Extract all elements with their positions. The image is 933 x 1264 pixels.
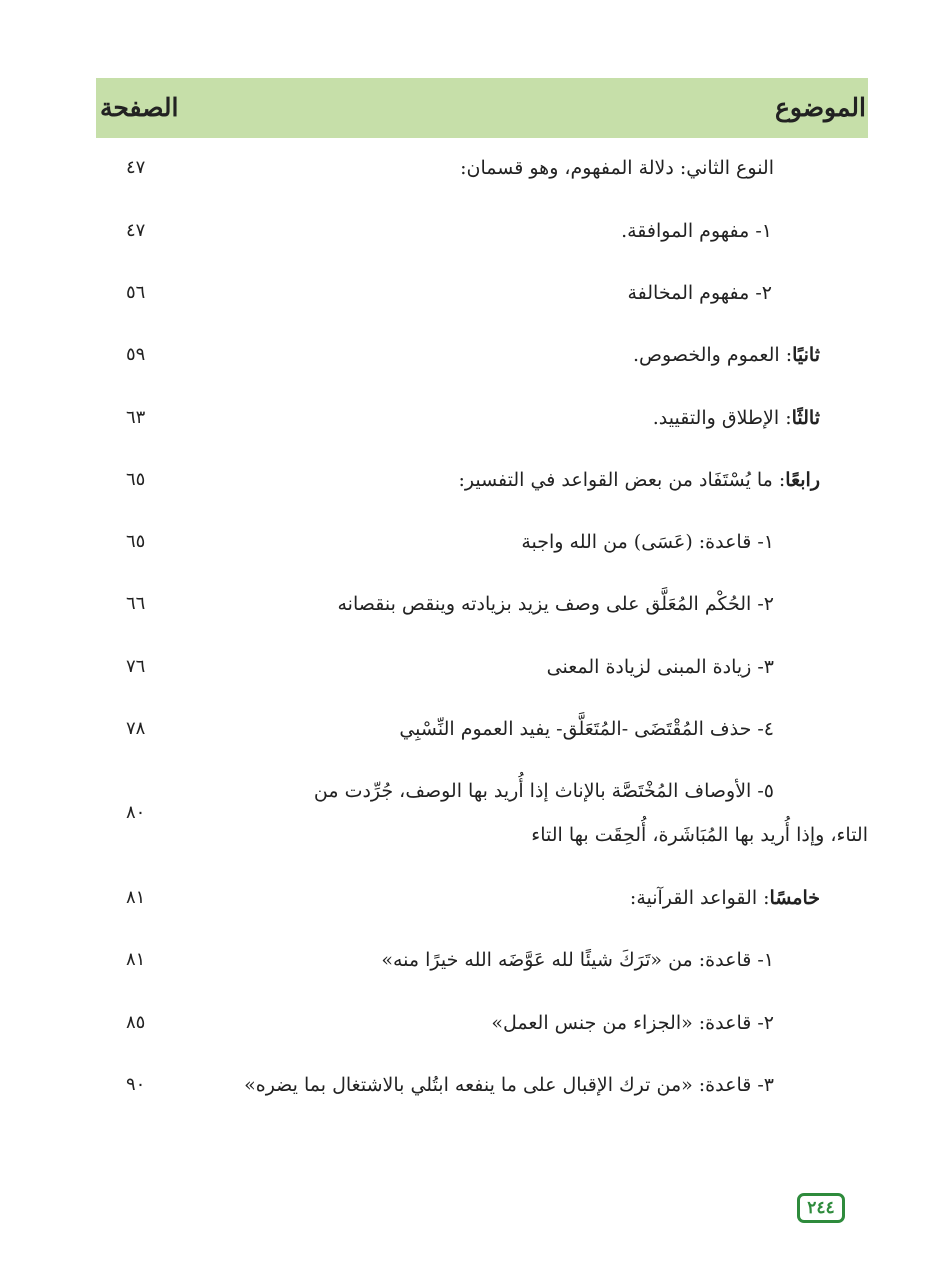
- topic-column-heading: الموضوع: [775, 93, 866, 122]
- entry-text-line-2: التاء، وإذا أُريد بها المُبَاشَرة، أُلحِقَت بها التاء: [531, 824, 868, 846]
- entry-page-number: ٩٠: [126, 1074, 146, 1095]
- entry-lead: خامسًا: [769, 887, 820, 909]
- entry-title: [630, 883, 820, 913]
- entry-page-number: ٨١: [126, 887, 146, 908]
- entry-title: ١- قاعدة: (عَسَى) من الله واجبة: [521, 531, 774, 553]
- entry-page-number: ٤٧: [126, 157, 146, 178]
- entry-title: ٣- قاعدة: «من ترك الإقبال على ما ينفعه ابتُلي بالاشتغال بما يضره»: [244, 1074, 774, 1096]
- entry-page-number: ٦٥: [126, 531, 146, 552]
- entry-page-number: ٨١: [126, 949, 146, 970]
- entry-title: [633, 340, 820, 370]
- entry-page-number: ٥٦: [126, 282, 146, 303]
- entry-title: ١- قاعدة: من «تَرَكَ شيئًا لله عَوَّضَه الله خيرًا منه»: [381, 949, 774, 971]
- page-number-badge: [797, 1193, 845, 1223]
- entry-title: [653, 403, 820, 433]
- entry-page-number: ٥٩: [126, 344, 146, 365]
- entry-title: النوع الثاني: دلالة المفهوم، وهو قسمان:: [460, 157, 774, 179]
- page-column-heading: الصفحة: [100, 93, 179, 122]
- entry-text: : ما يُسْتَفَاد من بعض القواعد في التفسير:: [458, 469, 786, 491]
- entry-title: ٢- مفهوم المخالفة: [627, 282, 772, 304]
- entry-text: : القواعد القرآنية:: [629, 887, 770, 909]
- entry-text-line-1: ٥- الأوصاف المُخْتَصَّة بالإناث إذا أُريد بها الوصف، جُرِّدت من: [313, 780, 774, 802]
- entry-text: : العموم والخصوص.: [633, 344, 793, 366]
- entry-title: ٢- الحُكْم المُعَلَّق على وصف يزيد بزيادته وينقص بنقصانه: [337, 593, 774, 615]
- entry-title: [458, 465, 820, 495]
- entry-page-number: ٧٦: [126, 656, 146, 677]
- entry-page-number: ٨٥: [126, 1012, 146, 1033]
- entry-lead: ثانيًا: [792, 344, 820, 366]
- toc-entry: [96, 776, 868, 856]
- entry-title: ٢- قاعدة: «الجزاء من جنس العمل»: [491, 1012, 774, 1034]
- entry-title: ١- مفهوم الموافقة.: [621, 220, 772, 242]
- entry-page-number: ٤٧: [126, 220, 146, 241]
- entry-page-number: ٦٦: [126, 593, 146, 614]
- entry-page-number: ٨٠: [126, 802, 146, 823]
- entry-lead: ثالثًا: [791, 407, 820, 429]
- entry-page-number: ٦٣: [126, 407, 146, 428]
- page-number: ٢٤٤: [807, 1198, 835, 1218]
- entry-page-number: ٦٥: [126, 469, 146, 490]
- entry-title: ٤- حذف المُقْتَضَى -المُتَعَلَّق- يفيد العموم النِّسْبِي: [399, 718, 774, 740]
- toc-header: [96, 78, 868, 138]
- entry-page-number: ٧٨: [126, 718, 146, 739]
- entry-title: ٣- زيادة المبنى لزيادة المعنى: [546, 656, 774, 678]
- entry-text: : الإطلاق والتقييد.: [652, 407, 792, 429]
- entry-title: [192, 776, 868, 850]
- entry-lead: رابعًا: [785, 469, 820, 491]
